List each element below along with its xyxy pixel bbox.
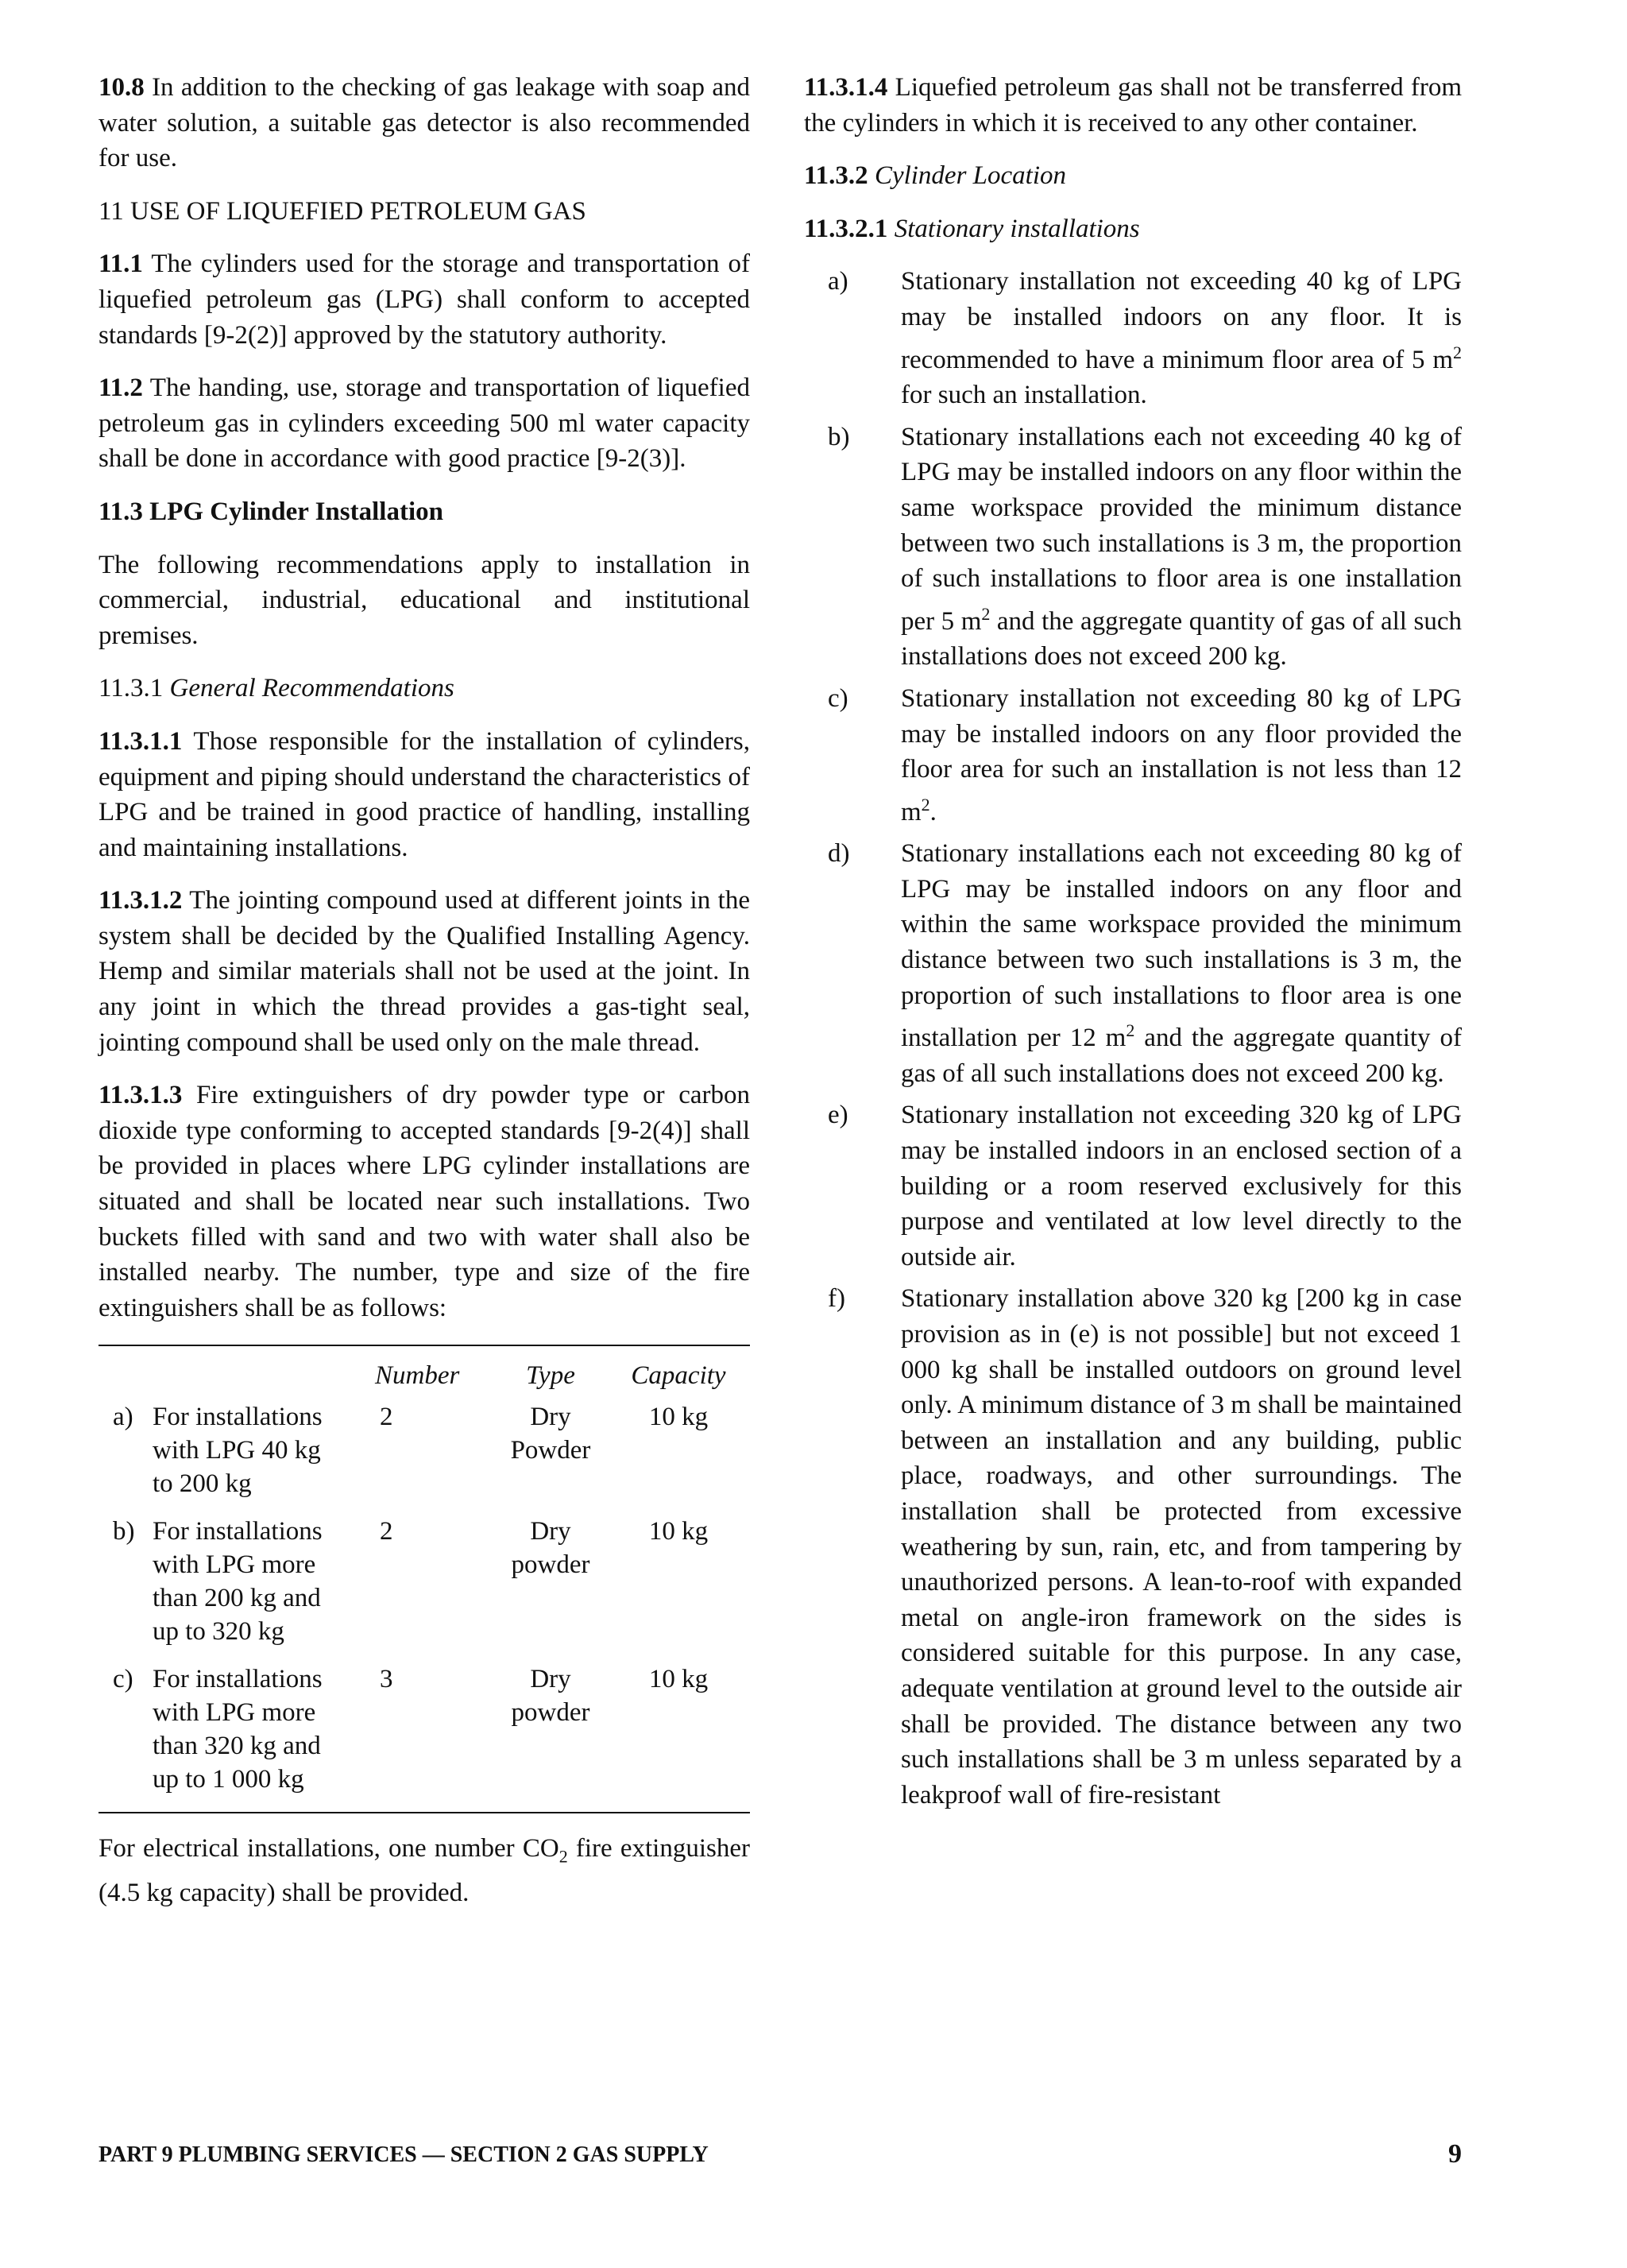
row-capacity: 10 kg — [648, 1517, 709, 1546]
para-11-3-1-3 — [99, 1078, 750, 1326]
row-number: 2 — [380, 1403, 393, 1432]
para-11-3: The following recommendations apply to installation in commercial, industrial, educational and institutional premises. — [99, 550, 750, 650]
table-row — [99, 1515, 750, 1648]
clause-title: Cylinder Location — [874, 161, 1067, 191]
clause-number: 11.3.1.1 — [99, 726, 183, 756]
clause-number: 11.3.1.2 — [99, 886, 183, 915]
para-11-3-1-1 — [99, 724, 750, 865]
page-footer — [99, 2139, 1462, 2174]
para-11-2 — [99, 370, 750, 477]
clause-number: 10.8 — [99, 73, 145, 102]
list-item: c) Stationary installation not exceeding 80 kg of LPG may be installed indoors on any floor provided the floor area for such an installation is not less than 12 $m^2$. — [828, 683, 1462, 826]
row-type: Dry powder — [511, 1665, 590, 1728]
table-header — [99, 1359, 750, 1392]
clause-number: 11.1 — [99, 250, 143, 279]
row-description: For installations with LPG more than 320 kg and up to 1 000 kg — [153, 1665, 323, 1794]
clause-text: Fire extinguishers of dry powder type or carbon dioxide type conforming to accepted standards [9-2(4)] shall be provided in places where LPG cylinder installations are situated and shall be located near such installations. Two buckets filled with sand and two with water shall also be installed nearby. The number, type and size of the fire extinguishers shall be as follows: — [99, 1081, 750, 1322]
section-heading-11: 11 USE OF LIQUEFIED PETROLEUM GAS — [99, 196, 586, 226]
row-description: For installations with LPG 40 kg to 200 kg — [153, 1403, 323, 1499]
heading-11-3-1 — [99, 671, 750, 706]
row-type: Dry Powder — [510, 1403, 591, 1465]
para-11-3-1-2 — [99, 883, 750, 1060]
table-row — [99, 1400, 750, 1500]
row-number: 3 — [380, 1665, 393, 1694]
table-row — [99, 1662, 750, 1796]
clause-text: In addition to the checking of gas leakage with soap and water solution, a suitable gas detector is also recommended for use. — [99, 73, 750, 173]
row-label: a) — [113, 1403, 133, 1432]
row-label: c) — [113, 1665, 133, 1694]
clause-title: General Recommendations — [169, 674, 454, 703]
para-co2: For electrical installations, one number $CO_2$ fire extinguisher (4.5 kg capacity) shall be provided. — [99, 1834, 750, 1907]
clause-number: 11.3.2.1 — [804, 214, 888, 243]
clause-text: Those responsible for the installation of cylinders, equipment and piping should understand the characteristics of LPG and be trained in good practice of handling, installing and maintaining installations. — [99, 726, 750, 862]
clause-number: 11.3.2 — [804, 161, 868, 191]
row-label: b) — [113, 1517, 135, 1546]
list-item: e) Stationary installation not exceeding 320 kg of LPG may be installed indoors in an enclosed section of a building or a room reserved exclusively for this purpose and ventilated at low level directly to the outside air. — [828, 1101, 1462, 1271]
row-number: 2 — [380, 1517, 393, 1546]
header-type: Type — [526, 1361, 575, 1391]
left-column — [99, 70, 750, 1910]
clause-title: Stationary installations — [894, 214, 1140, 243]
row-capacity: 10 kg — [648, 1403, 709, 1432]
list-item: a) Stationary installation not exceeding 40 kg of LPG may be installed indoors on any floor. It is recommended to have a minimum floor area of 5 $m^2$ for such an installation. — [828, 267, 1462, 410]
header-capacity: Capacity — [631, 1361, 726, 1391]
clause-number: 11.2 — [99, 373, 143, 403]
list-item: f) Stationary installation above 320 kg [200 kg in case provision as in (e) is not possible] but not exceed 1 000 kg shall be installed outdoors on ground level only. A minimum distance of 3 m shall be maintained between an installation and any building, public place, roadways, and other surroundings. The installation shall be protected from excessive weathering by sun, rain, etc, and from tampering by unauthorized persons. A lean-to-roof with expanded metal on angle-iron framework on the sides is considered suitable for this purpose. In any case, adequate ventilation at ground level to the outside air shall be provided. The distance between any two such installations shall be 3 m unless separated by a leakproof wall of fire-resistant — [828, 1284, 1462, 1809]
clause-text: Liquefied petroleum gas shall not be transferred from the cylinders in which it is received to any other container. — [804, 73, 1462, 137]
header-number: Number — [375, 1361, 460, 1391]
clause-number: 11.3.1 — [99, 674, 164, 703]
para-10-8 — [99, 70, 750, 176]
list-item: d) Stationary installations each not exceeding 80 kg of LPG may be installed indoors on any floor and within the same workspace provided the minimum distance between two such installations is 3 m, the proportion of such installations to floor area is one installation per 12 $m^2$ and the aggregate quantity of gas of all such installations does not exceed 200 kg. — [828, 839, 1462, 1088]
clause-text: The jointing compound used at different joints in the system shall be decided by the Qualified Installing Agency. Hemp and similar materials shall not be used at the joint. In any joint in which the thread provides a gas-tight seal, jointing compound shall be used only on the male thread. — [99, 886, 750, 1057]
row-type: Dry powder — [511, 1517, 590, 1580]
heading-11-3-2-1 — [804, 211, 1462, 247]
para-11-3-1-4 — [804, 70, 1462, 141]
row-description: For installations with LPG more than 200 kg and up to 320 kg — [153, 1517, 323, 1647]
page-number: 9 — [1448, 2139, 1462, 2169]
clause-number: 11.3.1.3 — [99, 1081, 183, 1110]
section-heading-11-3: 11.3 LPG Cylinder Installation — [99, 497, 443, 526]
para-11-1 — [99, 246, 750, 353]
clause-text: The cylinders used for the storage and transportation of liquefied petroleum gas (LPG) shall conform to accepted standards [9-2(2)] approved by the statutory authority. — [99, 250, 750, 350]
extinguisher-table — [99, 1345, 750, 1813]
heading-11-3-2 — [804, 158, 1462, 194]
list-item: b) Stationary installations each not exceeding 40 kg of LPG may be installed indoors on any floor within the same workspace provided the minimum distance between two such installations is 3 m, the proportion of such installations to floor area is one installation per 5 $m^2$ and the aggregate quantity of gas of all such installations does not exceed 200 kg. — [828, 422, 1462, 671]
clause-text: The handing, use, storage and transportation of liquefied petroleum gas in cylinders exceeding 500 ml water capacity shall be done in accordance with good practice [9-2(3)]. — [99, 373, 750, 474]
footer-section: PART 9 PLUMBING SERVICES — SECTION 2 GAS SUPPLY — [99, 2142, 709, 2167]
clause-number: 11.3.1.4 — [804, 73, 888, 102]
right-column — [804, 70, 1462, 1813]
row-capacity: 10 kg — [648, 1665, 709, 1694]
